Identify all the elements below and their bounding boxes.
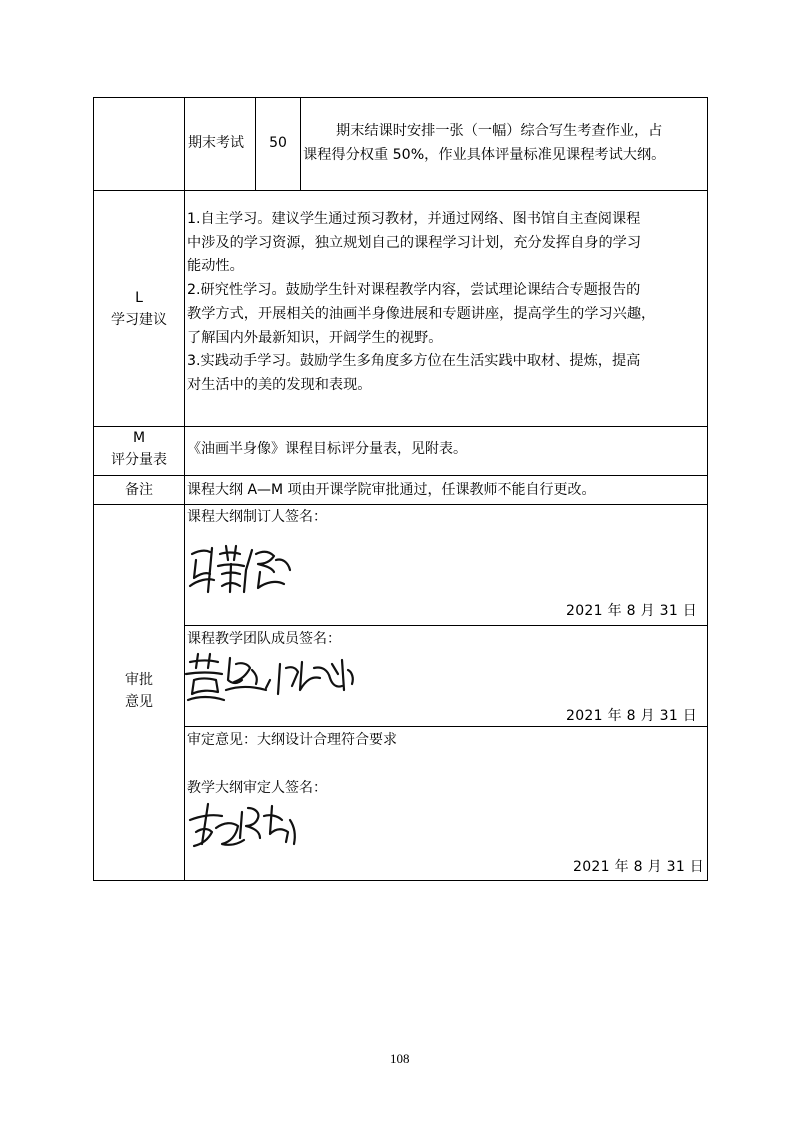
column-divider xyxy=(300,97,301,191)
learning-line: 2.研究性学习。鼓励学生针对课程教学内容，尝试理论课结合专题报告的 xyxy=(187,282,641,299)
row-divider xyxy=(184,625,708,626)
table-border-right xyxy=(707,97,708,881)
table-border-bottom xyxy=(93,880,708,881)
team-date: 2021 年 8 月 31 日 xyxy=(566,708,698,724)
learning-line: 3.实践动手学习。鼓励学生多角度多方位在生活实践中取材、提炼，提高 xyxy=(187,353,641,370)
reviewer-signature-label: 教学大纲审定人签名： xyxy=(187,780,327,796)
approval-label-line1: 审批 xyxy=(125,672,153,688)
exam-score: 50 xyxy=(269,135,287,151)
row-divider xyxy=(93,190,708,191)
page-number: 108 xyxy=(390,1051,410,1066)
team-signature-label: 课程教学团队成员签名： xyxy=(187,631,341,647)
maker-signature-label: 课程大纲制订人签名： xyxy=(187,509,327,525)
exam-label: 期末考试 xyxy=(188,135,244,151)
exam-description xyxy=(303,120,703,167)
review-opinion: 审定意见：大纲设计合理符合要求 xyxy=(187,732,397,748)
learning-text xyxy=(187,208,705,398)
learning-line: 了解国内外最新知识，开阔学生的视野。 xyxy=(187,329,443,346)
row-divider xyxy=(93,426,708,427)
exam-description-line: 课程得分权重 50%，作业具体评量标准见课程考试大纲。 xyxy=(303,146,666,163)
row-divider xyxy=(93,475,708,476)
learning-line: 1.自主学习。建议学生通过预习教材，并通过网络、图书馆自主查阅课程 xyxy=(187,211,641,227)
maker-date: 2021 年 8 月 31 日 xyxy=(566,603,698,619)
remarks-label: 备注 xyxy=(125,482,153,498)
assessment-label: 评分量表 xyxy=(111,452,167,468)
learning-line: 教学方式，开展相关的油画半身像进展和专题讲座，提高学生的学习兴趣， xyxy=(187,305,656,322)
team-signature xyxy=(182,650,362,706)
column-divider xyxy=(184,97,185,881)
maker-signature xyxy=(186,540,296,600)
assessment-letter: M xyxy=(132,430,146,446)
learning-line: 能动性。 xyxy=(187,258,244,275)
approval-label-line2: 意见 xyxy=(125,694,153,710)
remarks-text: 课程大纲 A—M 项由开课学院审批通过，任课教师不能自行更改。 xyxy=(187,482,596,498)
learning-label: 学习建议 xyxy=(111,312,167,328)
exam-description-line: 期末结课时安排一张（一幅）综合写生考查作业，占 xyxy=(336,123,663,139)
learning-letter: L xyxy=(135,290,143,306)
reviewer-signature xyxy=(186,798,306,854)
learning-line: 中涉及的学习资源，独立规划自己的课程学习计划，充分发挥自身的学习 xyxy=(187,234,642,251)
assessment-text: 《油画半身像》课程目标评分量表，见附表。 xyxy=(187,441,467,457)
table-border-top xyxy=(93,97,708,98)
row-divider xyxy=(93,504,708,505)
learning-line: 对生活中的美的发现和表现。 xyxy=(187,376,372,393)
review-date: 2021 年 8 月 31 日 xyxy=(573,859,705,875)
